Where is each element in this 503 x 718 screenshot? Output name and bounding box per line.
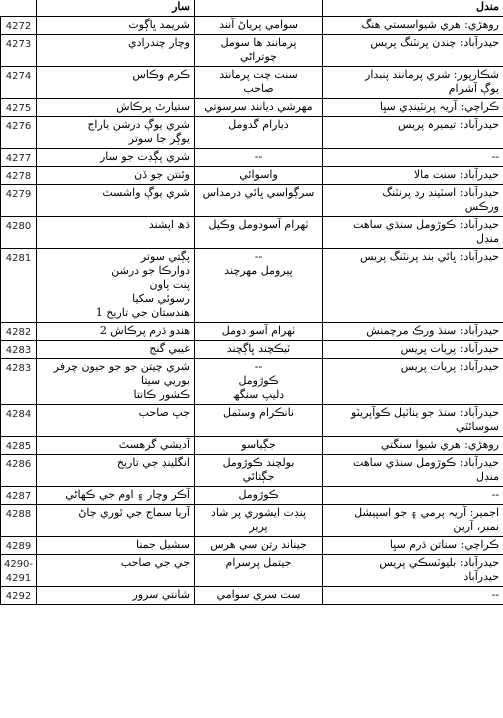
entry-number-cell [1,217,37,249]
author-cell [195,149,323,167]
publisher-cell [323,149,503,167]
entry-number-line: 4278 [5,171,32,182]
publisher-line: -- [491,588,499,601]
author-line: ٺهرام آسودومل وڪيل [208,218,309,231]
entry-number-cell [1,323,37,341]
author-line: ٺهرام آسو دومل [221,324,296,337]
author-cell [195,405,323,437]
entry-number-line: 4287 [5,491,32,502]
book-title-cell [37,587,195,605]
book-title-line: پنت پاون [149,278,190,291]
author-cell [195,117,323,149]
author-line: سنت چت پرمانند [219,68,298,81]
author-cell [195,323,323,341]
entry-number-line: 4282 [5,327,32,338]
entry-number-cell [1,405,37,437]
book-title-line: جپ صاحب [138,406,190,419]
book-title-cell [37,341,195,359]
author-line: صاحب [243,82,274,95]
book-title-cell [37,555,195,587]
book-title-line: سشيل جمنا [135,538,190,551]
publisher-cell [323,587,503,605]
entry-number-line: 4276 [5,121,32,132]
header-row [1,0,503,17]
publisher-line: نمبر، آرين [453,520,499,533]
catalog-row [1,341,503,359]
entry-number-line: 4286 [5,459,32,470]
book-title-line: غيبي گنج [149,342,190,355]
book-title-line: شريمد ڀاڳوت [128,18,190,31]
publisher-cell [323,35,503,67]
publisher-line: -- [491,150,499,163]
publisher-cell [323,359,503,405]
catalog-row [1,185,503,217]
publisher-line: حيدرآباد: اسٽيند رڊ پرنٽنگ [382,186,499,199]
entry-number-line: 4290- [3,559,34,570]
author-line: دليپ سنگھ [232,388,285,401]
catalog-row [1,437,503,455]
catalog-row [1,323,503,341]
catalog-row [1,35,503,67]
entry-number-line: 4279 [5,189,32,200]
publisher-line: حيدرآباد: پريات پريس [400,342,499,355]
book-title-cell [37,185,195,217]
book-title-line: آريا سماج جي ٿوري ڄاڻ [78,506,190,519]
entry-number-cell [1,167,37,185]
entry-number-cell [1,35,37,67]
publisher-line: سوسائٽي [455,420,499,433]
publisher-line: حيدرآباد: پريات پريس [400,360,499,373]
publisher-line: حيدرآباد: تيميرہ پريس [397,118,499,131]
publisher-cell [323,341,503,359]
author-cell [195,505,323,537]
author-line: بولچند ڪوڙومل [222,456,295,469]
author-line: جڳتائي [242,470,275,483]
entry-number-cell [1,67,37,99]
author-cell [195,341,323,359]
publisher-line: حيدرآباد: ڀائي بند پرنٽنگ پريس [360,250,499,263]
book-title-line: دوارڪا جو درشن [111,264,190,277]
catalog-row [1,99,503,117]
author-cell [195,537,323,555]
publisher-cell [323,487,503,505]
entry-number-line: 4292 [5,591,32,602]
author-line: نانڪرام وسٽمل [223,406,294,419]
book-title-line: هندو ڌرم پرڪاش 2 [99,324,190,337]
publisher-line: شڪارپور: شري پرمانند پنبدار [365,68,499,81]
entry-number-line: 4288 [5,509,32,520]
book-title-line: يوڳر جا سوتر [128,132,190,145]
author-cell [195,437,323,455]
author-cell [195,359,323,405]
book-title-cell [37,217,195,249]
entry-number-cell [1,359,37,405]
catalog-row [1,537,503,555]
author-line: چوتراڻي [240,50,277,63]
publisher-line: يوڳ آشرام [448,82,499,95]
book-title-cell [37,99,195,117]
catalog-row [1,587,503,605]
entry-number-line: 4284 [5,409,32,420]
author-line: واسوائي [239,168,278,181]
book-title-cell [37,149,195,167]
book-title-cell [37,437,195,455]
author-line: -- [254,360,263,373]
book-title-line: وچار چندرادي [127,36,190,49]
author-line: -- [254,150,263,163]
catalog-row [1,217,503,249]
publisher-line: حيدرآباد: ڪوڙومل سنڌي ساهت [353,218,499,231]
entry-number-cell [1,455,37,487]
catalog-body [1,0,503,605]
publisher-cell [323,455,503,487]
entry-number-cell [1,249,37,323]
entry-number-cell [1,587,37,605]
book-title-cell [37,537,195,555]
header-title-column: سار [37,0,195,17]
book-title-cell [37,505,195,537]
book-title-cell [37,323,195,341]
book-title-line: ستيارٿ پرڪاش [116,100,190,113]
book-title-cell [37,455,195,487]
header-publisher-column: مندل [323,0,503,17]
author-line: ڪوڙومل [238,488,279,501]
author-line: پرير [249,520,268,533]
author-cell [195,217,323,249]
entry-number-cell [1,149,37,167]
entry-number-cell [1,17,37,35]
author-line: جڳياسو [241,438,276,451]
publisher-cell [323,99,503,117]
book-title-cell [37,35,195,67]
book-title-cell [37,359,195,405]
entry-number-cell [1,487,37,505]
author-line: -- [254,250,263,263]
publisher-cell [323,217,503,249]
author-line: ڪوڙومل [238,374,279,387]
book-title-cell [37,17,195,35]
catalog-row [1,249,503,323]
publisher-line: حيدرآباد: ڪوڙومل سنڌي ساهت [353,456,499,469]
entry-number-cell [1,117,37,149]
author-line: پيرومل مهرچند [224,264,293,277]
catalog-row [1,149,503,167]
catalog-row [1,17,503,35]
publisher-line: حيدرآباد: سنڌ جو يناٽيل ڪوآپريٽو [351,406,499,419]
entry-number-cell [1,437,37,455]
book-title-cell [37,249,195,323]
entry-number-line: 4273 [5,39,32,50]
entry-number-cell [1,505,37,537]
entry-number-line: 4281 [5,253,32,264]
book-title-line: هندستان جي تاريخ 1 [95,306,190,319]
publisher-line: روهڙي: هري شيواسستي هنگ [361,18,499,31]
publisher-cell [323,185,503,217]
catalog-row [1,455,503,487]
book-title-line: ڪرم وڪاس [132,68,190,81]
publisher-cell [323,537,503,555]
author-cell [195,249,323,323]
book-title-cell [37,487,195,505]
catalog-row [1,487,503,505]
publisher-cell [323,323,503,341]
author-line: جيتمل پرسرام [225,556,292,569]
entry-number-cell [1,555,37,587]
author-cell [195,67,323,99]
entry-number-line: 4289 [5,541,32,552]
author-line: سوامي پرياڻ آنند [219,18,298,31]
book-title-line: شري پڳڊت جو سار [99,150,190,163]
publisher-line: حيدرآباد [463,570,499,583]
catalog-row [1,555,503,587]
author-line: جيناند رتن سي هرس [210,538,307,551]
entry-number-line: 4272 [5,21,32,32]
publisher-line: ڪراچي: سناتن ڌرم سڀا [389,538,499,551]
author-line: ست سري سوامي [216,588,301,601]
publisher-cell [323,167,503,185]
catalog-row [1,359,503,405]
book-title-line: ڌھ اپشند [148,218,190,231]
entry-number-line: 4277 [5,153,32,164]
book-title-line: شري چيتن جو جو جيون چرفر [53,360,190,373]
book-title-line: ڪشور ڪانتا [133,388,190,401]
header-number [1,0,37,17]
author-line: مهرشي ديانند سرسوتي [204,100,313,113]
book-title-cell [37,67,195,99]
catalog-row [1,405,503,437]
book-title-cell [37,405,195,437]
author-cell [195,487,323,505]
publisher-cell [323,249,503,323]
publisher-line: منڊل [476,470,499,483]
book-title-line: شري يوڳ واشسٽ [102,186,190,199]
publisher-line: حيدرآباد: بليوٽسڪي پريس [379,556,499,569]
publisher-cell [323,437,503,455]
entry-number-cell [1,341,37,359]
publisher-cell [323,555,503,587]
publisher-line: ڪراچي: آريہ پرنٽينڊي سڀا [379,100,499,113]
publisher-line: حيدرآباد: سنت مالا [413,168,499,181]
book-title-line: شري يوڳ درشن ياراج [87,118,190,131]
book-title-line: آڪر وچار ۽ اوم جي ڪهاڻي [65,488,190,501]
catalog-row [1,505,503,537]
entry-number-line: 4274 [5,71,32,82]
author-cell [195,587,323,605]
entry-number-cell [1,537,37,555]
publisher-line: روهڙي: هري شيوا سنگتي [380,438,499,451]
publisher-line: اجمير: آريہ پرمي ۽ جو اسپيشل [354,506,499,519]
book-title-cell [37,167,195,185]
entry-number-line: 4283 [5,345,32,356]
publisher-line: حيدرآباد: چندن پرنٽنگ پريس [370,36,499,49]
author-line: سرڳواسي ڀائي درمداس [202,186,315,199]
catalog-row [1,167,503,185]
publisher-cell [323,17,503,35]
publisher-cell [323,67,503,99]
publisher-cell [323,505,503,537]
publisher-cell [323,117,503,149]
author-cell [195,555,323,587]
header-author-column [195,0,323,17]
author-line: پرمانند ها سومل [220,36,297,49]
entry-number-line: 4291 [5,573,32,584]
book-title-line: شانتي سرور [132,588,190,601]
author-cell [195,99,323,117]
book-title-cell [37,117,195,149]
author-cell [195,17,323,35]
book-title-line: رسوئي سکيا [132,292,190,305]
entry-number-cell [1,99,37,117]
book-title-line: آديشي گرهسٿ [118,438,190,451]
catalog-row [1,117,503,149]
catalog-row [1,67,503,99]
author-line: ديارام گدومل [228,118,289,131]
entry-number-line: 4285 [5,441,32,452]
entry-number-line: 4275 [5,103,32,114]
book-title-line: پڳتي سوتر [140,250,190,263]
entry-number-line: 4283 [5,363,32,374]
book-title-line: انگلينڊ جي تاريخ [116,456,190,469]
author-cell [195,35,323,67]
author-cell [195,185,323,217]
publisher-line: -- [491,488,499,501]
book-title-line: جي جي صاحب [120,556,190,569]
entry-number-cell [1,185,37,217]
author-cell [195,167,323,185]
publisher-line: منڊل [476,232,499,245]
book-title-line: بوريي سيتا [141,374,190,387]
entry-number-line: 4280 [5,221,32,232]
author-line: پنڊت ايشوري پر شاد [210,506,307,519]
publisher-line: ورڪس [464,200,499,213]
book-title-line: وئنتن جو ڏن [134,168,190,181]
publisher-line: حيدرآباد: سنڌ ورڪ مرچمنش [366,324,499,337]
author-line: ٽيڪچند ڀاڳچند [226,342,291,355]
publisher-cell [323,405,503,437]
author-cell [195,455,323,487]
